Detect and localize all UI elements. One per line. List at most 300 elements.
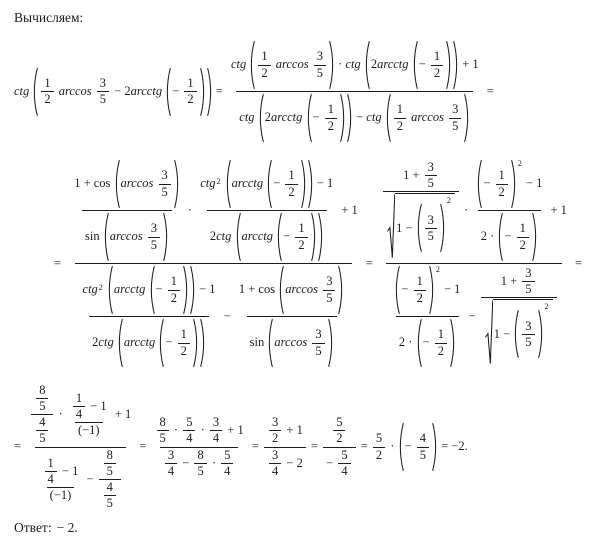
math-paren-group <box>159 318 197 368</box>
math-text-run: arccos <box>274 335 311 350</box>
math-text-run: (−1) <box>77 423 100 438</box>
math-text-run: − <box>220 308 234 323</box>
math-fraction <box>148 222 160 251</box>
math-fraction <box>31 384 53 446</box>
math-text-run: ctg <box>82 282 98 297</box>
math-fraction <box>165 449 177 478</box>
right-paren-glyph <box>193 318 198 368</box>
math-text-run: 2 <box>416 290 423 305</box>
math-text-run: + 1 <box>283 423 303 438</box>
math-text-run: = <box>54 255 65 270</box>
math-paren-group <box>268 318 332 368</box>
right-paren-glyph <box>200 318 205 368</box>
math-text-run: 4 <box>224 463 231 478</box>
math-text-run: · <box>460 202 472 217</box>
right-paren-glyph <box>532 212 537 262</box>
math-denominator <box>82 210 172 262</box>
math-text-run: 1 <box>396 102 403 117</box>
math-text-run: 3 <box>315 327 322 342</box>
math-fraction <box>417 432 429 461</box>
math-denominator <box>160 447 238 478</box>
math-text-run: − <box>483 176 494 191</box>
math-text-run: 2 <box>288 184 295 199</box>
math-text-run: 4 <box>186 431 193 446</box>
math-fraction <box>258 50 270 79</box>
answer-value: − 2. <box>56 520 78 535</box>
math-fraction <box>66 159 361 368</box>
math-text-run: 4 <box>47 471 54 486</box>
equation-line-2 <box>14 159 590 368</box>
math-text-run: 2 <box>187 92 194 106</box>
math-fraction <box>45 457 57 486</box>
math-fraction <box>333 416 345 445</box>
math-superscript: 2 <box>446 196 451 206</box>
math-fraction <box>323 275 335 304</box>
math-denominator <box>269 430 281 445</box>
math-text-run: − 1 <box>522 176 543 191</box>
math-denominator <box>47 487 75 502</box>
math-paren-group <box>267 159 305 209</box>
math-fraction <box>178 328 190 357</box>
math-text-run: 2 <box>375 447 383 462</box>
math-text-run: arccos <box>120 176 157 191</box>
math-text-run: − 2 <box>283 455 303 470</box>
math-text-run: · <box>334 57 346 72</box>
math-fraction <box>269 416 281 445</box>
math-text-run: 5 <box>326 290 333 305</box>
math-text-run: · <box>184 202 196 217</box>
math-text-run: arcctg <box>123 335 159 350</box>
math-numerator <box>400 161 442 191</box>
math-text-run: 3 <box>272 447 279 462</box>
math-text-run: 5 <box>224 447 231 462</box>
math-text-run: + 1 <box>547 202 567 217</box>
math-paren-content <box>123 318 200 368</box>
math-numerator <box>394 103 406 117</box>
math-paren-group <box>226 159 313 209</box>
right-paren-glyph <box>174 159 179 209</box>
math-text-run: 4 <box>75 407 83 422</box>
math-numerator <box>325 103 337 117</box>
math-numerator <box>285 169 297 183</box>
math-fraction <box>157 416 169 445</box>
math-numerator <box>183 416 195 430</box>
math-paren-content <box>38 67 206 117</box>
math-paren-group <box>413 40 451 90</box>
answer-line <box>14 520 590 536</box>
math-paren-group <box>277 212 315 262</box>
math-text-run: 2 · <box>398 335 416 350</box>
math-text-run: + 1 <box>459 57 479 72</box>
math-fraction <box>184 77 196 106</box>
math-denominator <box>383 191 459 260</box>
math-paren-content <box>519 320 537 349</box>
math-numerator <box>269 449 281 463</box>
math-text-run: 2 <box>433 65 441 80</box>
math-text-run: − <box>352 110 367 125</box>
right-paren-glyph <box>328 318 333 368</box>
math-paren-group <box>150 265 188 315</box>
math-text-run: 2 <box>261 65 268 80</box>
math-text-run: 1 <box>47 455 54 470</box>
math-text-run: 3 <box>161 168 168 183</box>
math-denominator <box>73 406 85 421</box>
math-text-run: 2 <box>396 118 403 133</box>
math-denominator <box>178 343 190 358</box>
math-fraction <box>391 265 463 368</box>
math-fraction <box>41 77 53 106</box>
math-text-run: arccos <box>272 57 312 72</box>
right-paren-glyph <box>207 67 212 117</box>
math-numerator <box>522 267 534 281</box>
math-paren-group <box>118 318 205 368</box>
math-numerator <box>498 267 540 297</box>
math-numerator <box>228 40 482 91</box>
math-denominator <box>396 316 459 368</box>
math-fraction <box>97 77 109 106</box>
math-text-run: 1 <box>75 391 83 406</box>
math-paren-group <box>307 93 345 143</box>
math-text-run: 5 <box>419 447 426 462</box>
math-text-run: arcctg <box>270 110 306 125</box>
math-text-run: 3 <box>326 274 333 289</box>
math-denominator <box>323 447 355 478</box>
math-paren-content <box>164 328 192 357</box>
math-fraction <box>71 159 183 262</box>
math-text-run: 4 <box>272 463 279 478</box>
math-fraction <box>425 214 437 243</box>
math-text-run: 5 <box>197 463 204 478</box>
math-text-run: 2 <box>272 431 279 446</box>
math-fraction <box>378 159 570 368</box>
math-denominator <box>522 334 534 349</box>
math-text-run: ctg <box>216 229 235 244</box>
math-paren-content <box>155 275 183 304</box>
math-text-run: 4 <box>341 463 348 478</box>
right-paren-glyph <box>340 93 345 143</box>
math-denominator <box>314 65 326 80</box>
math-denominator <box>148 237 160 252</box>
math-text-run: − <box>326 455 337 470</box>
math-denominator <box>333 430 345 445</box>
math-denominator <box>269 463 281 478</box>
math-denominator <box>394 118 406 133</box>
math-text-run: 2 <box>298 237 305 252</box>
math-text-run: − <box>83 471 97 486</box>
math-numerator <box>97 77 109 91</box>
math-numerator <box>333 416 345 430</box>
math-numerator <box>210 416 222 430</box>
math-text-run: = <box>362 255 377 270</box>
math-text-run: sin <box>249 335 268 350</box>
math-numerator <box>31 384 53 414</box>
math-paren-content <box>482 169 510 198</box>
math-fraction <box>197 159 336 262</box>
math-text-run: − <box>273 176 284 191</box>
math-fraction <box>496 169 508 198</box>
math-paren-group <box>477 159 515 209</box>
math-numerator <box>66 159 361 263</box>
math-text-run: − <box>465 308 479 323</box>
math-numerator <box>425 214 437 228</box>
math-numerator <box>184 77 196 91</box>
equation-line-1 <box>14 40 590 143</box>
math-paren-content <box>422 328 450 357</box>
math-fraction <box>338 449 350 478</box>
math-paren-content <box>171 77 199 106</box>
math-text-run: 4 <box>419 431 426 446</box>
math-text-run: ctg <box>345 57 364 72</box>
right-paren-glyph <box>301 159 306 209</box>
math-text-run: 3 <box>150 221 157 236</box>
math-denominator <box>435 343 447 358</box>
math-denominator <box>414 290 426 305</box>
math-numerator <box>36 416 48 430</box>
math-denominator <box>221 463 233 478</box>
math-numerator <box>517 222 529 236</box>
math-text-run: − 1 <box>58 463 79 478</box>
math-text-run: 1 <box>170 274 177 289</box>
math-denominator <box>194 463 206 478</box>
math-paren-content <box>400 275 428 304</box>
math-numerator <box>197 159 336 210</box>
right-paren-glyph <box>429 265 434 315</box>
math-fraction <box>183 416 195 445</box>
math-text-run: 5 <box>315 343 322 358</box>
math-numerator <box>104 449 116 463</box>
math-paren-content <box>370 40 453 90</box>
math-paren-content <box>264 93 347 143</box>
math-denominator <box>425 175 437 190</box>
math-text-run: 1 + <box>403 168 423 183</box>
math-text-run: arcctg <box>113 282 149 297</box>
math-denominator <box>295 237 307 252</box>
math-text-run: 1 <box>187 75 194 90</box>
math-numerator <box>104 481 116 495</box>
math-text-run: 2 <box>437 343 444 358</box>
math-text-run: − 2 <box>111 83 131 98</box>
math-fraction <box>264 416 306 478</box>
math-paren-group <box>417 318 455 368</box>
right-paren-glyph <box>511 159 516 209</box>
math-denominator <box>478 210 541 262</box>
math-denominator <box>247 316 337 368</box>
math-text-run: 3 <box>316 49 323 64</box>
math-paren-group <box>115 159 179 209</box>
math-numerator <box>425 161 437 175</box>
math-fraction <box>449 103 461 132</box>
math-numerator <box>26 384 134 447</box>
math-text-run: · <box>208 455 220 470</box>
math-text-run: arccos <box>109 229 146 244</box>
math-numerator <box>378 159 570 263</box>
math-denominator <box>517 237 529 252</box>
right-paren-glyph <box>338 265 343 315</box>
math-denominator <box>41 91 53 106</box>
equation-line-3 <box>14 384 590 510</box>
math-text-run: = <box>14 439 25 454</box>
math-denominator <box>165 463 177 478</box>
math-text-run: = <box>136 439 150 454</box>
right-paren-glyph <box>440 203 445 253</box>
math-text-run: 3 <box>525 318 532 333</box>
math-superscript: 2 <box>98 283 103 293</box>
math-text-run: 3 <box>525 266 532 281</box>
math-denominator <box>75 422 103 437</box>
math-numerator <box>36 384 48 398</box>
math-text-run: 3 <box>427 212 434 227</box>
math-paren-group <box>259 93 352 143</box>
math-paren-group <box>236 212 323 262</box>
math-text-run: 5 <box>341 447 348 462</box>
math-fraction <box>431 50 443 79</box>
math-fraction <box>522 267 534 296</box>
math-fraction <box>36 416 48 445</box>
math-numerator <box>40 457 82 487</box>
math-paren-content <box>282 222 310 251</box>
math-text-run: 8 <box>159 415 166 430</box>
math-text-run: 1 + <box>500 274 521 289</box>
math-text-run: 1 <box>437 327 444 342</box>
math-text-run: arcctg <box>241 229 277 244</box>
math-denominator <box>75 263 353 368</box>
math-superscript: 2 <box>544 302 549 312</box>
math-text-run: 5 <box>427 228 434 243</box>
math-text-run: 5 <box>525 282 532 297</box>
math-numerator <box>178 328 190 342</box>
math-denominator <box>183 430 195 445</box>
math-paren-content <box>109 222 163 251</box>
math-text-run: · <box>55 407 66 422</box>
math-text-run: 1 <box>298 221 305 236</box>
math-text-run: 1 <box>498 168 505 183</box>
math-numerator <box>80 265 219 316</box>
right-paren-glyph <box>308 159 313 209</box>
math-text-run: 2 <box>519 237 526 252</box>
math-numerator <box>312 328 324 342</box>
math-text-run: 5 <box>150 237 157 252</box>
math-fraction <box>323 416 355 478</box>
math-numerator <box>99 449 121 479</box>
math-denominator <box>386 263 561 368</box>
math-paren-content <box>312 103 340 132</box>
math-text-run: 1 + cos <box>74 176 114 191</box>
math-text-run: 1 − <box>493 326 514 341</box>
math-text-run: arccos <box>285 282 322 297</box>
math-fraction <box>228 40 482 143</box>
math-text-run: (−1) <box>49 487 72 502</box>
math-text-run: 8 <box>197 447 204 462</box>
math-numerator <box>159 169 171 183</box>
math-text-run: 5 <box>452 118 459 133</box>
math-text-run: 4 <box>212 431 220 446</box>
math-text-run: − <box>172 83 183 98</box>
math-paren-content <box>272 169 300 198</box>
math-numerator <box>314 50 326 64</box>
math-paren-content <box>404 432 432 461</box>
math-fraction <box>394 103 406 132</box>
math-text-run: 1 <box>288 168 295 183</box>
math-paren-group <box>386 93 470 143</box>
math-text-run: 5 <box>39 399 46 414</box>
math-text-run: 5 <box>106 463 113 478</box>
math-text-run: sin <box>85 229 103 244</box>
math-text-run: − <box>312 110 323 125</box>
math-equation <box>54 159 582 368</box>
math-paren-group <box>108 265 195 315</box>
math-text-run: − <box>422 335 433 350</box>
math-text-run: = <box>483 83 494 98</box>
right-paren-glyph <box>450 318 455 368</box>
math-fraction <box>295 222 307 251</box>
right-paren-glyph <box>190 265 195 315</box>
math-text-run: − <box>179 455 193 470</box>
math-fraction <box>522 320 534 349</box>
math-denominator <box>159 184 171 199</box>
math-denominator <box>36 398 48 413</box>
math-fraction <box>73 392 85 421</box>
math-denominator <box>45 471 57 486</box>
math-denominator <box>168 290 180 305</box>
math-fraction <box>221 449 233 478</box>
math-denominator <box>236 91 473 143</box>
math-denominator <box>338 463 350 478</box>
math-text-run: − 1 <box>87 399 107 414</box>
math-fraction <box>435 328 447 357</box>
math-text-run: = <box>571 255 583 270</box>
math-text-run: 1 <box>44 75 51 90</box>
math-fraction <box>425 161 437 190</box>
math-numerator <box>295 222 307 236</box>
math-text-run: arcctg <box>231 176 267 191</box>
math-numerator <box>414 275 426 289</box>
math-fraction <box>159 169 171 198</box>
math-numerator <box>236 265 348 316</box>
math-denominator <box>264 447 306 478</box>
math-text-run: 1 <box>180 327 187 342</box>
math-text-run: 1 <box>433 49 441 64</box>
math-numerator <box>269 416 281 430</box>
math-numerator <box>157 416 169 430</box>
math-fraction <box>80 265 219 368</box>
math-text-run: − 1 <box>195 282 216 297</box>
math-text-run: 3 <box>212 415 220 430</box>
math-text-run: − <box>165 335 176 350</box>
math-solution-document <box>14 10 590 536</box>
math-text-run: · <box>197 423 208 438</box>
math-text-run: ctg <box>366 110 385 125</box>
math-denominator <box>35 447 126 511</box>
math-paren-group <box>514 309 542 359</box>
math-fraction <box>414 275 426 304</box>
math-text-run: arccos <box>407 110 448 125</box>
math-superscript: 2 <box>517 159 522 168</box>
math-numerator <box>373 432 385 446</box>
math-numerator <box>328 416 350 446</box>
math-text-run: + 1 <box>338 202 358 217</box>
math-text-run: − 1 <box>440 282 461 297</box>
math-equation <box>14 40 494 143</box>
math-text-run: ctg <box>230 57 250 72</box>
math-text-run: 3 <box>167 447 175 462</box>
math-paren-group <box>395 265 433 315</box>
math-text-run: 8 <box>106 447 113 462</box>
math-text-run <box>104 283 107 296</box>
math-fraction <box>314 50 326 79</box>
math-paren-group <box>498 212 536 262</box>
math-paren-content <box>231 159 308 209</box>
math-numerator <box>323 275 335 289</box>
